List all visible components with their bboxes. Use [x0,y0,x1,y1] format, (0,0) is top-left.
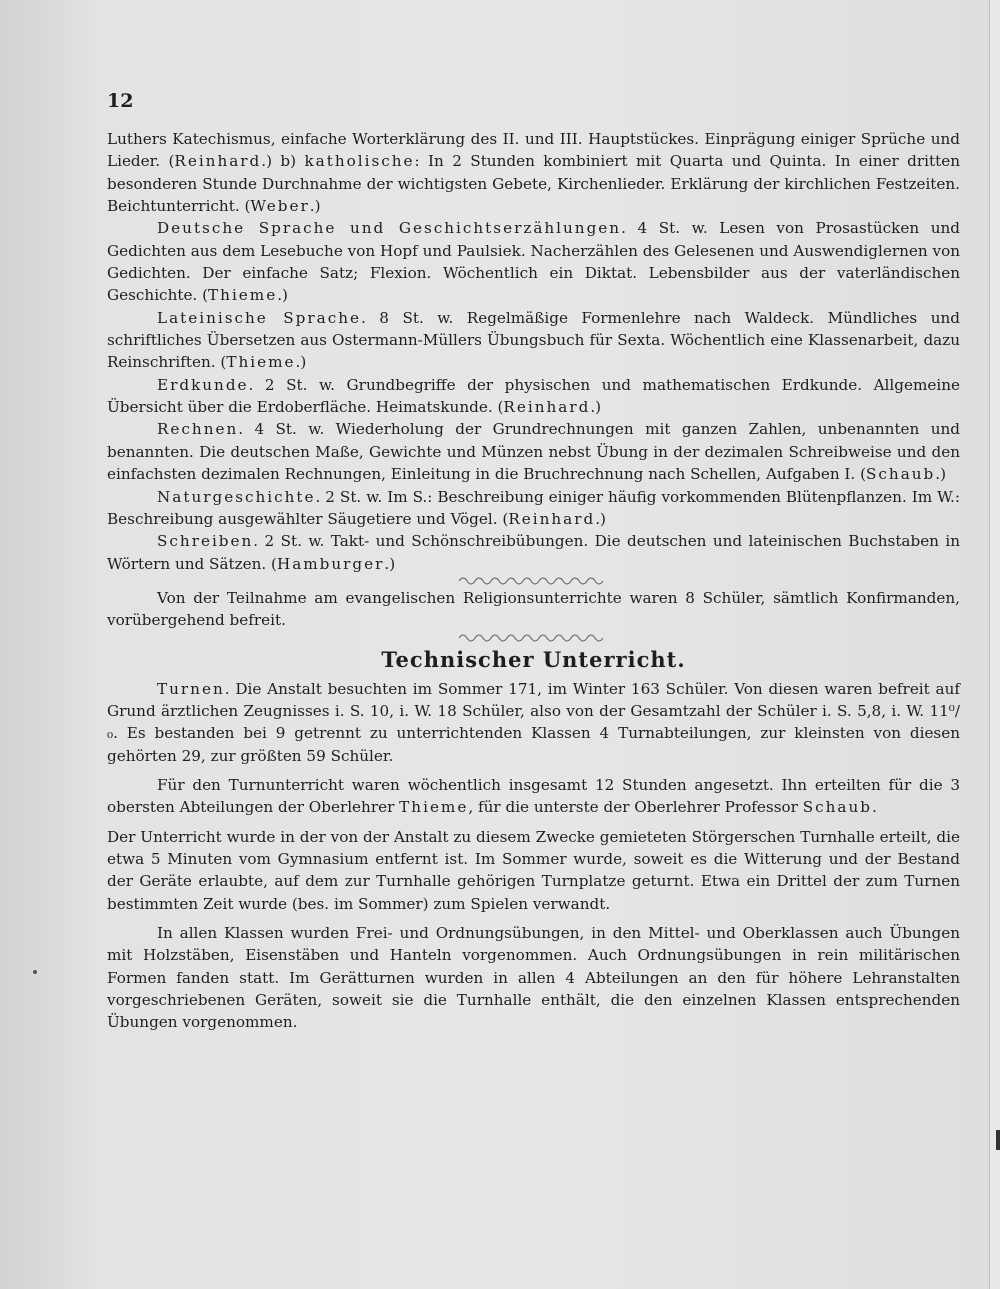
subject-hours: . 2 St. w. [248,375,336,394]
scan-mark [996,1130,1000,1150]
catholic-label: katholische [304,152,415,171]
turnen-label: Turnen [157,679,225,698]
section-divider [459,632,609,644]
subject-name: Erdkunde [157,375,249,394]
subject-body: Grundbegriffe der physischen und mathematischen Erdkunde. Allgemeine Übersicht über die Erdoberfläche. Heimatskunde. ( [107,375,960,417]
subject-paragraph [107,418,960,485]
subject-name: Lateinische Sprache [157,308,361,327]
teacher-name: Weber [250,197,310,216]
paragraph-text: . [871,798,877,817]
section-divider [459,575,609,587]
religion-paragraph [107,128,960,217]
subject-end: .) [590,398,602,417]
paragraph-text: Für den Turnunterricht waren wöchentlich insgesamt 12 Stunden angesetzt. Ihn erteilten für die 3 obersten Abteilungen der Oberlehrer [107,775,960,817]
subject-hours: . 4 St. w. [238,420,325,439]
religion-text: Luthers Katechismus, einfache Worterklärung des II. und III. Hauptstückes. Einprägung einiger Sprüche und Lieder. ( [107,130,960,171]
subject-body: Wiederholung der Grundrechnungen mit ganzen Zahlen, unbenannten und benannten. Die deutschen Maße, Gewichte und Münzen nebst Übung in der dezimalen Schreibweise und den einfachsten dezimalen Rechnungen, Einleitung in die Bruchrechnung nach Schellen, Aufgaben I. ( [107,420,960,484]
subject-body: Lesen von Prosastücken und Gedichten aus dem Lesebuche von Hopf und Paulsiek. Nacherzählen des Gelesenen und Auswendiglernen von Gedichten. Der einfache Satz; Flexion. Wöchentlich ein Diktat. Lebensbilder aus der vaterländischen Geschichte. ( [107,219,960,305]
subject-body: Im S.: Beschreibung einiger häufig vorkommenden Blütenpflanzen. Im W.: Beschreibung ausgewählter Säugetiere und Vögel. ( [107,487,960,528]
subject-end: .) [384,554,396,573]
subject-hours: . 4 St. w. [621,219,708,238]
subject-paragraph [107,307,960,374]
page-number: 12 [107,90,134,112]
exercises-paragraph: In allen Klassen wurden Frei- und Ordnungsübungen, in den Mittel- und Oberklassen auch Übungen mit Holzstäben, Eisenstäben und Hanteln vorgenommen. Auch Ordnungsübungen in rein militärischen Formen fanden statt. Im Gerätturnen wurden in allen 4 Abteilungen an den für höhere Lehranstalten vorgeschriebenen Geräten, soweit sie die Turnhalle enthält, die den einzelnen Klassen entsprechenden Übungen vorgenommen. [107,924,960,1032]
turnen-paragraph [107,678,960,767]
teacher-name: Reinhard [174,152,262,171]
teacher-name: Schaub [866,465,936,484]
religion-note: Von der Teilnahme am evangelischen Religionsunterrichte waren 8 Schüler, sämtlich Konfirmanden, vorübergehend befreit. [107,588,960,630]
subject-end: .) [595,509,606,528]
teacher-name: Thieme [226,353,296,372]
subject-body: Takt- und Schönschreibübungen. Die deutschen und lateinischen Buchstaben in Wörtern und Sätzen. ( [107,532,961,573]
teacher-name: Thieme [208,286,278,305]
subject-name: Naturgeschichte [157,487,316,506]
subject-name: Deutsche Sprache und Geschichtserzählungen [157,219,622,238]
subject-paragraph [107,217,960,306]
scan-speck [33,970,37,974]
subject-paragraph [107,530,960,575]
turnhalle-paragraph: Der Unterricht wurde in der von der Anstalt zu diesem Zwecke gemieteten Störgerschen Turnhalle erteilt, die etwa 5 Minuten vom Gymnasium entfernt ist. Im Sommer wurde, soweit es die Witterung und der Bestand der Geräte erlaubte, auf dem zur Turnhalle gehörigen Turnplatze geturnt. Etwa ein Drittel der zum Turnen bestimmten Zeit wurde (bes. im Sommer) zum Spielen verwandt. [107,827,960,913]
religion-text: : In 2 Stunden kombiniert mit Quarta und Quinta. In einer dritten besonderen Stunde Durchnahme der wichtigsten Gebete, Kirchenlieder. Erklärung der kirchlichen Festzeiten. Beichtunterricht. ( [107,152,960,216]
religion-text: .) b) [261,152,305,171]
subject-paragraph [107,374,960,419]
subject-hours: . 2 St. w. [253,532,325,551]
instructors-paragraph [107,774,960,819]
page-body [107,128,960,1034]
religion-text: .) [309,197,321,216]
teacher-name: Reinhard [503,398,591,417]
subject-end: .) [295,353,307,372]
paragraph-text: , für die unterste der Oberlehrer Professor [468,798,803,817]
teacher-name: Hamburger [276,554,385,573]
teacher-name: Thieme [399,798,469,817]
section-heading: Technischer Unterricht. [381,646,686,672]
subject-hours: . 8 St. w. [361,308,454,327]
teacher-name: Schaub [802,798,872,817]
subject-body: Regelmäßige Formenlehre nach Waldeck. Mündliches und schriftliches Übersetzen aus Ostermann-Müllers Übungsbuch für Sexta. Wöchentlich eine Klassenarbeit, dazu Reinschriften. ( [107,308,960,372]
subject-name: Schreiben [157,532,254,551]
subject-name: Rechnen [157,420,239,439]
subject-paragraph [107,486,960,531]
teacher-name: Reinhard [508,509,596,528]
subject-end: .) [935,465,947,484]
subject-end: .) [277,286,288,305]
page-edge [989,0,1000,1289]
subject-hours: . 2 St. w. [315,487,383,506]
paragraph-text: . Die Anstalt besuchten im Sommer 171, im Winter 163 Schüler. Von diesen waren befreit auf Grund ärztlichen Zeugnisses i. S. 10, i. W. 18 Schüler, also von der Gesamtzahl der Schüler i. S. 5,8, i. W. 11⁰/₀. Es bestanden bei 9 getrennt zu unterrichtenden Klassen 4 Turnabteilungen, zur kleinsten von diesen gehörten 29, zur größten 59 Schüler. [107,679,960,765]
